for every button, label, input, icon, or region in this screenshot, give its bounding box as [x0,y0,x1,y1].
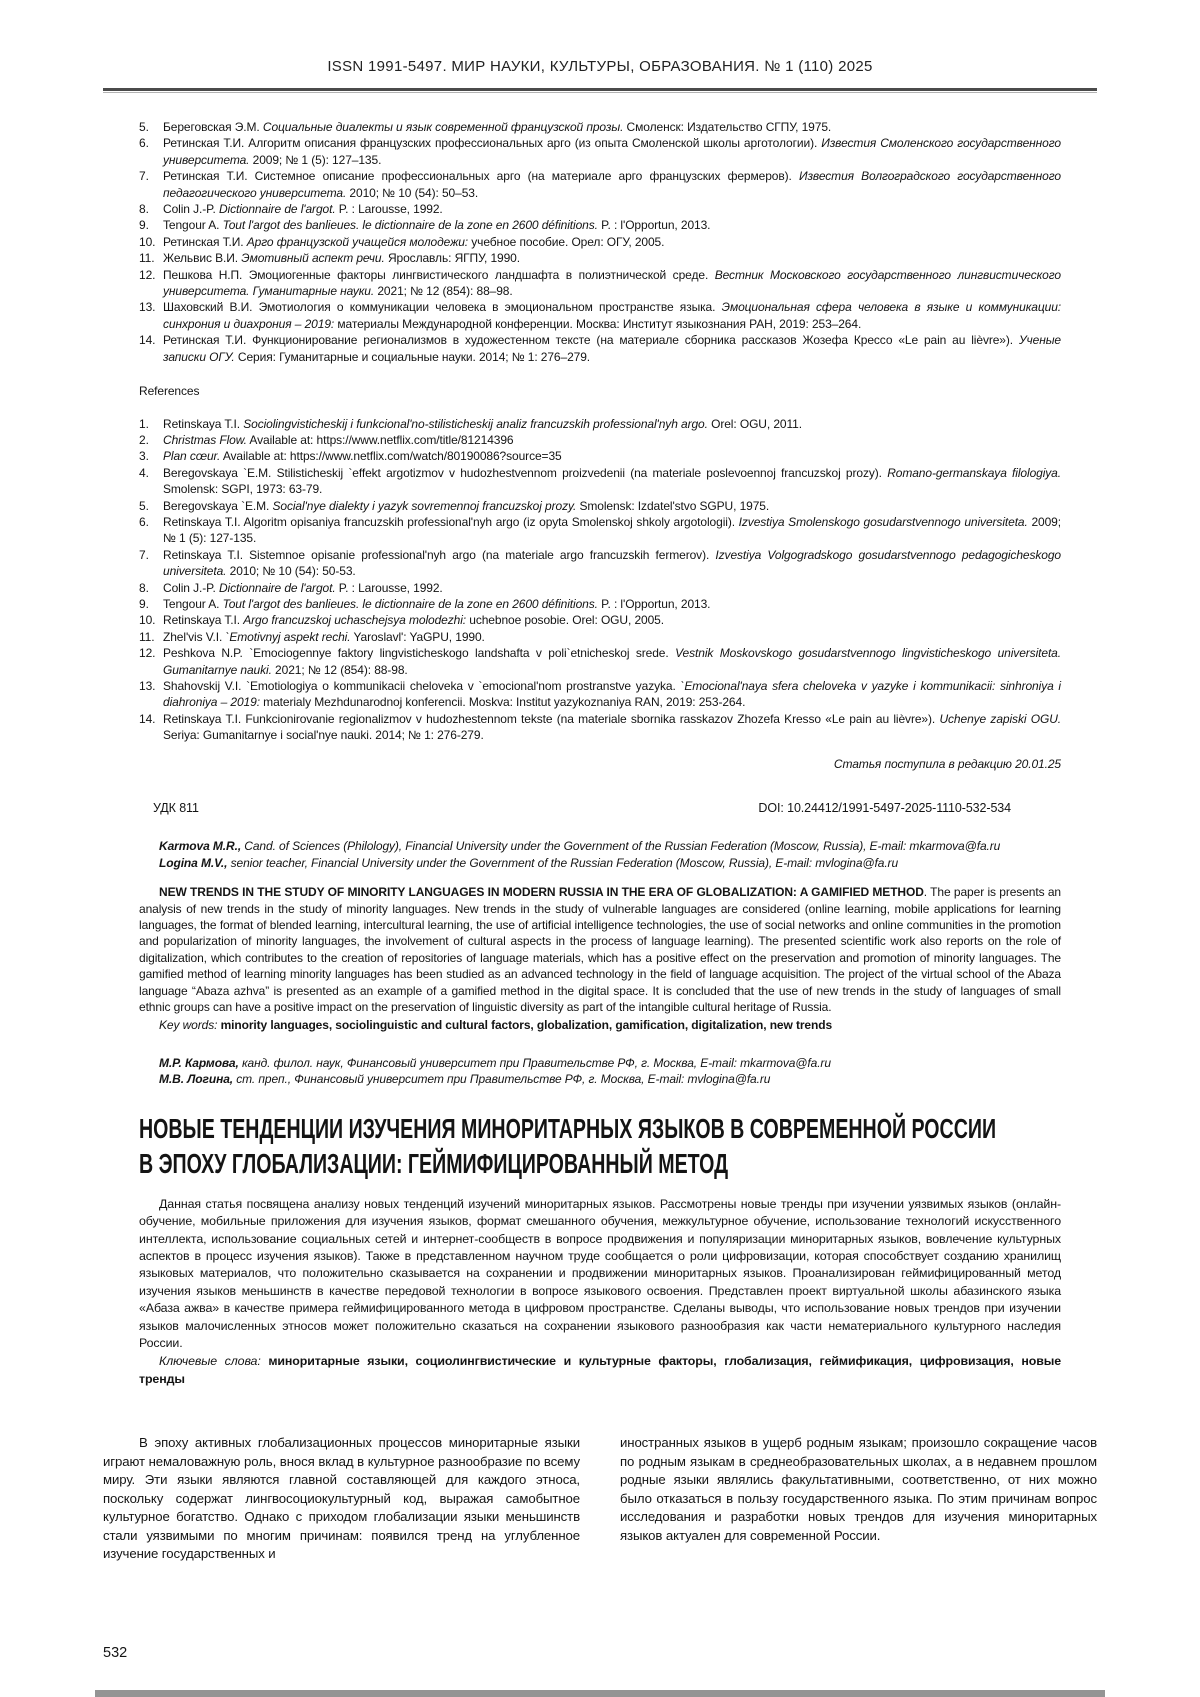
item-number: 10. [139,234,156,249]
body-paragraph: В эпоху активных глобализационных процессов миноритарные языки играют немаловажную роль, внося вклад в культурное разнообразие по всему миру. Эти языки являются главной составляющей для каждого этноса, поскольку содержат лингвосоциокультурный код, выражая самобытное культурное богатство. Однако с приходом глобализации языки меньшинств стали уязвимыми по многим причинам: появился тренд на углубленное изучение государственных и [103,1435,580,1562]
item-text: Retinskaya T.I. Algoritm opisaniya francuzskih professional'nyh argo (iz opyta Smolenskoj shkoly argotologii). Izvestiya Smolenskogo gosudarstvennogo universiteta. 2009; № 1 (5): 127-135. [163,514,1061,546]
reference-item [139,547,1061,580]
bibliography-item [139,234,1061,250]
bibliography-item [139,250,1061,266]
item-number: 14. [139,333,156,348]
item-text: Пешкова Н.П. Эмоциогенные факторы лингвистического ландшафта в полиэтнической среде. Вестник Московского государственного лингвистического университета. Гуманитарные науки. 2021; № 12 (854): 88–98. [163,267,1061,299]
item-text: Retinskaya T.I. Funkcionirovanie regionalizmov v hudozhestennom tekste (na materiale sbornika rasskazov Zhozefa Kresso «Le pain au lièvre»). Uchenye zapiski OGU. Seriya: Gumanitarnye i social'nye nauki. 2014; № 1: 276-279. [163,711,1061,743]
author-line: Logina M.V., senior teacher, Financial University under the Government of the Russian Federation (Moscow, Russia), E-mail: mvlogina@fa.ru [159,855,899,870]
item-number: 12. [139,646,156,661]
item-number: 4. [139,465,149,480]
bibliography-item [139,299,1061,332]
item-text: Ретинская Т.И. Системное описание профессиональных арго (на материале арго французских фермеров). Известия Волгоградского государственного педагогического университета. 2010; № 10 (54): 50–53. [163,169,1061,200]
references-en [139,416,1061,744]
item-text: Colin J.-P. Dictionnaire de l'argot. P. : Larousse, 1992. [163,580,443,595]
reference-item [139,629,1061,645]
item-number: 7. [139,169,149,184]
journal-header: ISSN 1991-5497. МИР НАУКИ, КУЛЬТУРЫ, ОБРАЗОВАНИЯ. № 1 (110) 2025 [327,58,873,75]
item-text: Retinskaya T.I. Sistemnoe opisanie professional'nyh argo (na materiale argo francuzskih fermerov). Izvestiya Volgogradskogo gosudarstvennogo pedagogicheskogo universiteta. 2010; № 10 (54): 50-53. [163,547,1061,579]
references-heading: References [139,384,200,399]
title-line-1: НОВЫЕ ТЕНДЕНЦИИ ИЗУЧЕНИЯ МИНОРИТАРНЫХ ЯЗЫКОВ В СОВРЕМЕННОЙ РОССИИ [139,1112,997,1144]
abstract-ru: Данная статья посвящена анализу новых тенденций изучений миноритарных языков. Рассмотрены новые тренды при изучении уязвимых языков (онлайн-обучение, мобильные приложения для изучения языков, формат смешанного обучения, межкультурное обучение, использование технологий искусственного интеллекта, использование социальных сетей и интернет-сообществ в вопросе продвижения и популяризации миноритарных языков, вовлечение культурных аспектов в процесс изучения языков). Также в представленном научном труде сообщается о роли цифровизации, которая способствует созданию хранилищ языковых материалов, что положительно сказывается на сохранении и продвижении миноритарных языков. Проанализирован геймифицированный метод изучения языков меньшинств в качестве передовой технологии в вопросе языкового освоения. Представлен проект виртуальной школы абазинского языка «Абаза ажва» в качестве примера геймифицированного метода в цифровом пространстве. Сделаны выводы, что использование новых трендов при изучении языков малочисленных этносов может положительно сказаться на сохранении языкового разнообразия как части нематериального культурного наследия России. [139,1196,1061,1350]
keywords-en: Key words: minority languages, sociolinguistic and cultural factors, globalization, gamification, digitalization, new trends [159,1017,833,1032]
reference-item [139,432,1061,448]
item-text: Plan cœur. Available at: https://www.netflix.com/watch/80190086?source=35 [163,449,562,464]
author-line: М.В. Логина, ст. преп., Финансовый университет при Правительстве РФ, г. Москва, E-mail: mvlogina@fa.ru [159,1072,771,1087]
item-number: 7. [139,547,149,562]
item-number: 1. [139,416,149,431]
reference-item [139,448,1061,464]
item-number: 9. [139,218,149,233]
item-number: 5. [139,498,149,513]
item-number: 10. [139,613,156,628]
header-rule-thick [103,88,1097,91]
bibliography-item [139,201,1061,217]
bibliography-item [139,119,1061,135]
page-bottom-edge [95,1690,1105,1697]
item-number: 13. [139,300,156,315]
udk-label: УДК 811 [153,801,199,816]
author-line: Karmova M.R., Cand. of Sciences (Philology), Financial University under the Government of the Russian Federation (Moscow, Russia), E-mail: mkarmova@fa.ru [159,839,1001,854]
author-line: М.Р. Кармова, канд. филол. наук, Финансовый университет при Правительстве РФ, г. Москва, E-mail: mkarmova@fa.ru [159,1055,831,1070]
item-number: 8. [139,580,149,595]
item-text: Shahovskij V.I. `Emotiologiya o kommunikacii cheloveka v `emocional'nom prostranstve yazyka. `Emocional'naya sfera cheloveka v yazyke i kommunikacii: sinhroniya i diahroniya – 2019: materialy Mezhdunarodnoj konferencii. Moskva: Institut yazykoznaniya RAN, 2019: 253-264. [163,679,1062,710]
item-number: 13. [139,679,156,693]
reference-item [139,465,1061,498]
item-text: Beregovskaya `E.M. Social'nye dialekty i yazyk sovremennoj francuzskoj prozy. Smolensk: Izdatel'stvo SGPU, 1975. [163,498,770,513]
authors-en [139,838,1061,871]
item-text: Ретинская Т.И. Арго французской учащейся молодежи: учебное пособие. Орел: ОГУ, 2005. [163,234,665,249]
item-text: Colin J.-P. Dictionnaire de l'argot. P. : Larousse, 1992. [163,202,443,217]
item-text: Ретинская Т.И. Функционирование регионализмов в художестенном тексте (на материале сборника рассказов Жозефа Крессо «Le pain au lièvre»). Ученые записки ОГУ. Серия: Гуманитарные и социальные науки. 2014; № 1: 276–279. [163,333,1061,364]
keywords-ru: Ключевые слова: миноритарные языки, социолингвистические и культурные факторы, глобализация, геймификация, цифровизация, новые тренды [139,1354,1061,1386]
item-number: 2. [139,432,149,447]
item-text: Tengour A. Tout l'argot des banlieues. le dictionnaire de la zone en 2600 définitions. P. : l'Opportun, 2013. [163,596,711,611]
reference-item [139,514,1061,547]
reference-item [139,678,1061,711]
item-text: Жельвис В.И. Эмотивный аспект речи. Ярославль: ЯГПУ, 1990. [163,251,520,266]
item-number: 12. [139,267,156,282]
front-matter [139,119,1061,1388]
page-number: 532 [103,1645,128,1661]
reference-item [139,416,1061,432]
reference-item [139,580,1061,596]
item-number: 5. [139,120,149,134]
bibliography-item [139,332,1061,365]
item-number: 6. [139,136,149,151]
item-text: Beregovskaya `E.M. Stilisticheskij `effekt argotizmov v hudozhestvennom proizvedenii (na materiale poslevoennoj francuzskoj prozy). Romano-germanskaya filologiya. Smolensk: SGPI, 1973: 63-79. [163,465,1061,497]
item-text: Peshkova N.P. `Emociogennye faktory lingvisticheskogo landshafta v poli`etnicheskoj srede. Vestnik Moskovskogo gosudarstvennogo lingvisticheskogo universiteta. Gumanitarnye nauki. 2021; № 12 (854): 88-98. [163,646,1061,677]
item-text: Шаховский В.И. Эмотиология о коммуникации человека в эмоциональном пространстве языка. Эмоциональная сфера человека в языке и коммуникации: синхрония и диахрония – 2019: материалы Международной конференции. Москва: Институт языкознания РАН, 2019: 253–264. [163,300,1061,331]
title-line-2: В ЭПОХУ ГЛОБАЛИЗАЦИИ: ГЕЙМИФИЦИРОВАННЫЙ МЕТОД [139,1147,729,1179]
item-text: Retinskaya T.I. Argo francuzskoj uchaschejsya molodezhi: uchebnoe posobie. Orel: OGU, 2005. [163,613,664,628]
item-text: Zhel'vis V.I. `Emotivnyj aspekt rechi. Yaroslavl': YaGPU, 1990. [163,629,485,644]
item-number: 6. [139,514,149,529]
item-number: 11. [139,629,155,644]
body-column-right [620,1434,1097,1564]
item-number: 8. [139,202,149,217]
reference-item [139,645,1061,678]
item-number: 3. [139,449,149,464]
item-number: 9. [139,596,149,611]
authors-ru [139,1055,1061,1088]
body-paragraph: иностранных языков в ущерб родным языкам; произошло сокращение часов по родным языкам в среднеобразовательных школах, а в недавнем прошлом родные языки являлись факультативными, соответственно, от них можно было отказаться в пользу государственного языка. По этим причинам вопрос исследования и разработки новых трендов для изучения миноритарных языков актуален для современной России. [620,1435,1097,1543]
bibliography-item [139,217,1061,233]
reference-item [139,612,1061,628]
doi-label: DOI: 10.24412/1991-5497-2025-1110-532-534 [758,801,1011,816]
header-rule [103,88,1097,93]
bibliography-item [139,267,1061,300]
item-text: Christmas Flow. Available at: https://www.netflix.com/title/81214396 [163,432,514,447]
item-number: 11. [139,251,155,266]
item-text: Retinskaya T.I. Sociolingvisticheskij i funkcional'no-stilisticheskij analiz francuzskih professional'nyh argo. Orel: OGU, 2011. [163,416,802,431]
item-text: Ретинская Т.И. Алгоритм описания французских профессиональных арго (из опыта Смоленской школы арготологии). Известия Смоленского государственного университета. 2009; № 1 (5): 127–135. [163,136,1061,167]
reference-item [139,711,1061,744]
meta-row [139,800,1061,816]
body-column-left [103,1434,580,1564]
reference-item [139,498,1061,514]
header-rule-thin [103,92,1097,93]
reference-item [139,596,1061,612]
bibliography-ru [139,119,1061,365]
item-number: 14. [139,711,156,726]
item-text: Tengour A. Tout l'argot des banlieues. le dictionnaire de la zone en 2600 définitions. P. : l'Opportun, 2013. [163,218,711,233]
received-date-note: Статья поступила в редакцию 20.01.25 [833,756,1061,771]
bibliography-item [139,168,1061,201]
abstract-en: NEW TRENDS IN THE STUDY OF MINORITY LANGUAGES IN MODERN RUSSIA IN THE ERA OF GLOBALIZATION: A GAMIFIED METHOD. The paper is presents an analysis of new trends in the study of minority languages. New trends in the study of vulnerable languages are considered (online learning, mobile applications for learning languages, the format of blended learning, intercultural learning, the use of artificial intelligence technologies, the use of social networks and online communities in the promotion and popularization of minority languages, the involvement of cultural aspects in the process of language learning). The presented scientific work also reports on the role of digitalization, which contributes to the creation of repositories of language materials, which has a positive effect on the preservation and promotion of minority languages. The gamified method of learning minority languages has been studied as an advanced technology in the field of language acquisition. The project of the virtual school of the Abaza language “Abaza azhva” is presented as an example of a gamified method in the digital space. It is concluded that the use of new trends in the study of languages of small ethnic groups can have a positive impact on the preservation of linguistic diversity as part of the intangible cultural heritage of Russia. [139,885,1061,1015]
article-title-ru [139,1111,1061,1181]
body-text [103,1434,1097,1564]
item-text: Береговская Э.М. Социальные диалекты и язык современной французской прозы. Смоленск: Издательство СГПУ, 1975. [163,120,832,134]
bibliography-item [139,135,1061,168]
